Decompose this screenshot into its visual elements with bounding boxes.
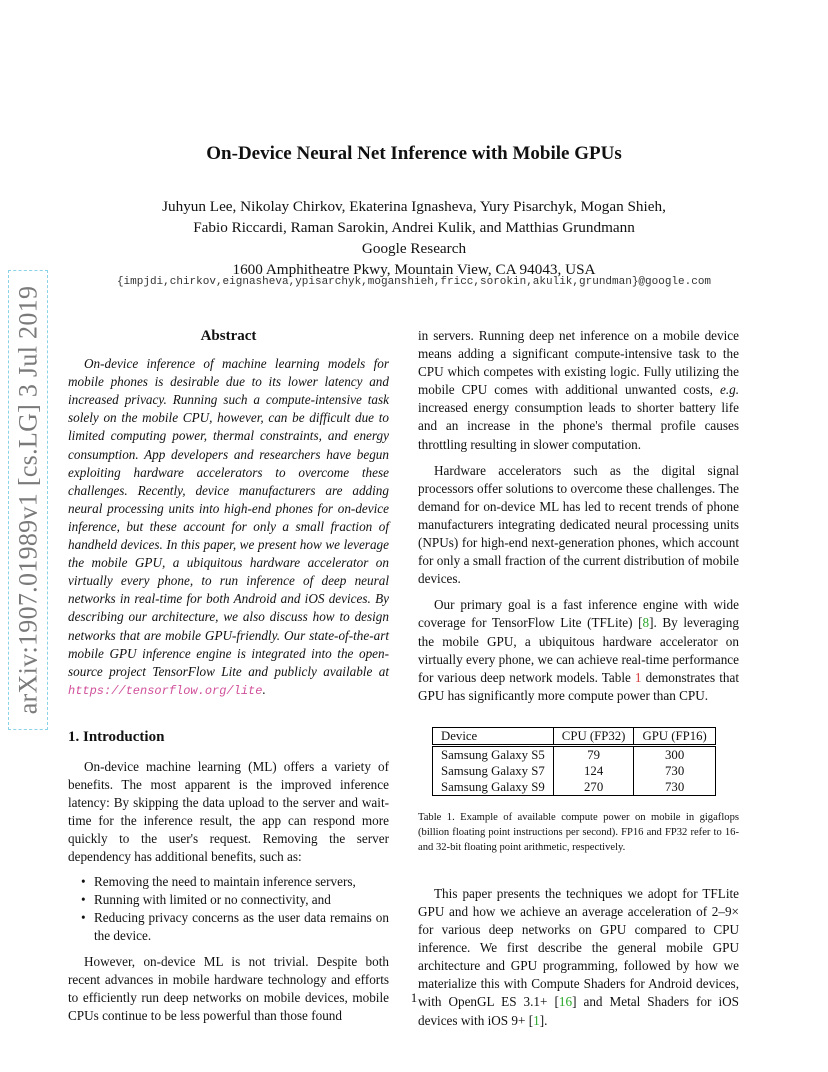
benefit-list <box>68 873 389 945</box>
arxiv-stamp <box>8 270 48 730</box>
right-column <box>418 327 739 1030</box>
right-paragraph-2: Hardware accelerators such as the digital signal processors offer solutions to overcome these challenges. The demand for on-device ML has led to recent trends of phone manufacturers integrating dedicated neural processing units (NPUs) for high-end next-generation phones, which account for only a small fraction of the current distribution of mobile devices. <box>418 462 739 587</box>
affiliation: Google Research <box>361 240 467 257</box>
left-column <box>68 327 389 1025</box>
introduction-heading: 1. Introduction <box>68 728 165 745</box>
p4-text-b: ] and Metal Shaders for iOS devices with iOS 9+ [ <box>418 994 739 1028</box>
table-ref-link[interactable]: 1 <box>634 669 642 685</box>
p3-text-a: Our primary goal is a fast inference engine with wide coverage for TensorFlow Lite (TFLite) [ <box>418 597 739 631</box>
author-emails: {impjdi,chirkov,eignasheva,ypisarchyk,moganshieh,fricc,sorokin,akulik,grundman}@google.com <box>116 276 712 288</box>
list-item: • Reducing privacy concerns as the user data remains on the device. <box>94 909 389 945</box>
table-cell: 730 <box>634 779 715 796</box>
table-cell: 730 <box>634 763 715 779</box>
abstract-body: On-device inference of machine learning models for mobile phones is desirable due to its lower latency and increased privacy. Running such a compute-intensive task solely on the mobile CPU, however, can be difficult due to limited computing power, thermal constraints, and energy consumption. App developers and researchers have begun exploiting hardware accelerators to overcome these challenges. Recently, device manufacturers are adding neural processing units into high-end phones for on-device inference, but these account for only a small fraction of handheld devices. In this paper, we present how we leverage the mobile GPU, a ubiquitous hardware accelerator on virtually every phone, to run inference of deep neural networks in real-time for both Android and iOS devices. By describing our architecture, we also discuss how to design networks that are mobile GPU-friendly. Our state-of-the-art mobile GPU inference engine is integrated into the open-source project TensorFlow Lite and publicly available at <box>68 356 389 679</box>
citation-link[interactable]: 16 <box>558 994 573 1010</box>
table-cell: 270 <box>553 779 634 796</box>
table-header: Device <box>433 727 554 745</box>
table-header: GPU (FP16) <box>634 727 715 745</box>
abstract-heading: Abstract <box>200 328 257 344</box>
paper-title: On-Device Neural Net Inference with Mobile GPUs <box>206 143 622 164</box>
table-cell: Samsung Galaxy S7 <box>433 763 554 779</box>
table-cell: 124 <box>553 763 634 779</box>
p1-text: in servers. Running deep net inference on a mobile device means adding a significant compute-intensive task to the CPU which competes with existing logic. Fully utilizing the mobile CPU comes with additional unwanted costs, <box>418 328 739 398</box>
table-cell: 79 <box>553 745 634 763</box>
table-row <box>433 763 716 779</box>
p4-text-c: ]. <box>539 1012 548 1028</box>
authors-line-1: Juhyun Lee, Nikolay Chirkov, Ekaterina Ignasheva, Yury Pisarchyk, Mogan Shieh, <box>162 198 666 215</box>
table-row <box>433 779 716 796</box>
table-header: CPU (FP32) <box>553 727 634 745</box>
p3-text-c: demonstrates that GPU has significantly more compute power than CPU. <box>418 669 739 703</box>
right-paragraph-1 <box>418 327 739 454</box>
address: 1600 Amphitheatre Pkwy, Mountain View, CA 94043, USA <box>232 261 596 278</box>
table-cell: Samsung Galaxy S9 <box>433 779 554 796</box>
table-row <box>433 745 716 763</box>
compute-power-table <box>432 727 716 796</box>
list-item: • Removing the need to maintain inference servers, <box>94 873 389 891</box>
right-paragraph-4 <box>418 885 739 1030</box>
author-block <box>0 196 828 280</box>
authors-line-2: Fabio Riccardi, Raman Sarokin, Andrei Kulik, and Matthias Grundmann <box>193 219 635 236</box>
table-cell: 300 <box>634 745 715 763</box>
table-caption: Table 1. Example of available compute power on mobile in gigaflops (billion floating point instructions per second). FP16 and FP32 refer to 16- and 32-bit floating point arithmetic, respectively. <box>418 811 739 853</box>
intro-paragraph-1: On-device machine learning (ML) offers a variety of benefits. The most apparent is the improved inference latency: By skipping the data upload to the server and wait-time for the inference result, the app can respond more quickly to the user's request. Removing the server dependency has additional benefits, such as: <box>68 758 389 865</box>
citation-link[interactable]: 1 <box>533 1012 540 1028</box>
p4-text-a: This paper presents the techniques we adopt for TFLite GPU and how we achieve an average acceleration of 2–9× for various deep networks on GPU compared to CPU inference. We first describe the general mobile GPU architecture and GPU programming, followed by how we materialize this with Compute Shaders for Android devices, with OpenGL ES 3.1+ [ <box>418 885 739 1010</box>
citation-link[interactable]: 8 <box>642 615 650 631</box>
p3-text-b: ]. By leveraging the mobile GPU, a ubiquitous hardware accelerator on virtually every phone, we can achieve real-time performance for various deep network models. Table <box>418 615 739 685</box>
arxiv-stamp-text: arXiv:1907.01989v1 [cs.LG] 3 Jul 2019 <box>13 285 42 715</box>
list-item: • Running with limited or no connectivity, and <box>94 891 389 909</box>
tflite-link[interactable]: https://tensorflow.org/lite <box>68 683 263 698</box>
p1-text-cont: increased energy consumption leads to shorter battery life and an increase in the phone's thermal profile causes throttling resulting in slower computation. <box>418 400 739 452</box>
abstract-text <box>68 355 389 700</box>
table-header-row <box>433 727 716 745</box>
intro-paragraph-2: However, on-device ML is not trivial. Despite both recent advances in mobile hardware technology and efforts to efficiently run deep networks on mobile devices, mobile CPUs continue to be less powerful than those found <box>68 953 389 1024</box>
table-cell: Samsung Galaxy S5 <box>433 745 554 763</box>
page-number: 1 <box>410 990 418 1005</box>
abstract-end: . <box>262 681 266 697</box>
p1-eg: e.g. <box>719 382 740 398</box>
right-paragraph-3 <box>418 596 739 705</box>
